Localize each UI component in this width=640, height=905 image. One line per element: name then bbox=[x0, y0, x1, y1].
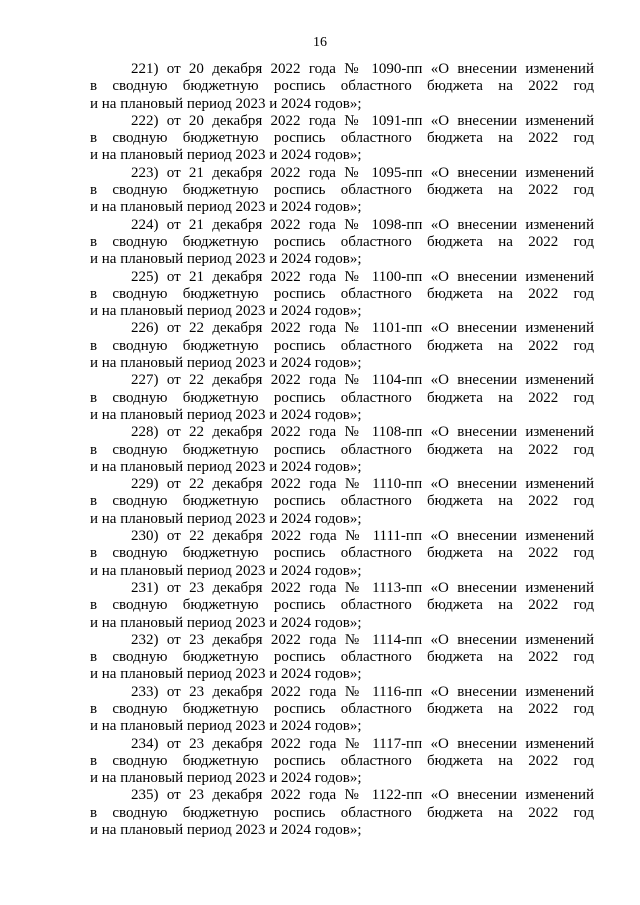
entry-line-3: и на плановый период 2023 и 2024 годов»; bbox=[90, 355, 362, 372]
entry-line-2: в сводную бюджетную роспись областного бюджета на 2022 год bbox=[90, 441, 594, 458]
entry-line-1: 221) от 20 декабря 2022 года № 1090-пп «О внесении изменений bbox=[131, 61, 594, 77]
entry-line-1: 232) от 23 декабря 2022 года № 1114-пп «О внесении изменений bbox=[131, 631, 594, 648]
entry-line-3: и на плановый период 2023 и 2024 годов»; bbox=[90, 614, 362, 631]
entry-line-3: и на плановый период 2023 и 2024 годов»; bbox=[90, 406, 362, 423]
list-item bbox=[90, 787, 594, 839]
entry-line-2: в сводную бюджетную роспись областного бюджета на 2022 год bbox=[90, 337, 594, 354]
entry-line-1: 234) от 23 декабря 2022 года № 1117-пп «О внесении изменений bbox=[131, 735, 594, 752]
list-item bbox=[90, 424, 594, 476]
entry-line-1: 222) от 20 декабря 2022 года № 1091-пп «О внесении изменений bbox=[131, 112, 594, 129]
page-number: 16 bbox=[313, 35, 327, 50]
list-item bbox=[90, 580, 594, 632]
entry-line-3: и на плановый период 2023 и 2024 годов»; bbox=[90, 822, 362, 839]
list-item bbox=[90, 476, 594, 528]
entry-line-2: в сводную бюджетную роспись областного бюджета на 2022 год bbox=[90, 700, 594, 717]
document-body bbox=[90, 61, 594, 839]
list-item bbox=[90, 217, 594, 269]
list-item bbox=[90, 736, 594, 788]
list-item bbox=[90, 320, 594, 372]
entry-line-2: в сводную бюджетную роспись областного бюджета на 2022 год bbox=[90, 389, 594, 406]
entry-line-2: в сводную бюджетную роспись областного бюджета на 2022 год bbox=[90, 130, 594, 147]
list-item bbox=[90, 113, 594, 165]
entry-line-2: в сводную бюджетную роспись областного бюджета на 2022 год bbox=[90, 285, 594, 302]
entry-line-1: 225) от 21 декабря 2022 года № 1100-пп «О внесении изменений bbox=[131, 268, 594, 285]
entry-line-1: 224) от 21 декабря 2022 года № 1098-пп «О внесении изменений bbox=[131, 216, 594, 233]
entry-line-2: в сводную бюджетную роспись областного бюджета на 2022 год bbox=[90, 752, 594, 769]
entry-line-3: и на плановый период 2023 и 2024 годов»; bbox=[90, 147, 362, 164]
entry-line-1: 235) от 23 декабря 2022 года № 1122-пп «О внесении изменений bbox=[131, 787, 594, 804]
entry-line-3: и на плановый период 2023 и 2024 годов»; bbox=[90, 718, 362, 735]
list-item bbox=[90, 684, 594, 736]
entry-line-1: 227) от 22 декабря 2022 года № 1104-пп «О внесении изменений bbox=[131, 372, 594, 389]
entry-line-3: и на плановый период 2023 и 2024 годов»; bbox=[90, 562, 362, 579]
entry-line-2: в сводную бюджетную роспись областного бюджета на 2022 год bbox=[90, 597, 594, 614]
list-item bbox=[90, 269, 594, 321]
entry-line-2: в сводную бюджетную роспись областного бюджета на 2022 год bbox=[90, 233, 594, 250]
list-item bbox=[90, 165, 594, 217]
entry-line-1: 229) от 22 декабря 2022 года № 1110-пп «О внесении изменений bbox=[131, 476, 594, 493]
list-item bbox=[90, 61, 594, 113]
entry-line-1: 226) от 22 декабря 2022 года № 1101-пп «О внесении изменений bbox=[131, 320, 594, 337]
entry-line-3: и на плановый период 2023 и 2024 годов»; bbox=[90, 251, 362, 268]
list-item bbox=[90, 372, 594, 424]
entry-line-3: и на плановый период 2023 и 2024 годов»; bbox=[90, 458, 362, 475]
entry-line-2: в сводную бюджетную роспись областного бюджета на 2022 год bbox=[90, 493, 594, 510]
entry-line-2: в сводную бюджетную роспись областного бюджета на 2022 год bbox=[90, 545, 594, 562]
entry-line-3: и на плановый период 2023 и 2024 годов»; bbox=[90, 199, 362, 216]
entry-line-1: 228) от 22 декабря 2022 года № 1108-пп «О внесении изменений bbox=[131, 424, 594, 441]
list-item bbox=[90, 632, 594, 684]
entry-line-2: в сводную бюджетную роспись областного бюджета на 2022 год bbox=[90, 649, 594, 666]
entry-line-1: 223) от 21 декабря 2022 года № 1095-пп «О внесении изменений bbox=[131, 164, 594, 181]
entry-line-2: в сводную бюджетную роспись областного бюджета на 2022 год bbox=[90, 804, 594, 821]
entry-line-1: 231) от 23 декабря 2022 года № 1113-пп «О внесении изменений bbox=[131, 579, 594, 596]
entry-line-3: и на плановый период 2023 и 2024 годов»; bbox=[90, 95, 362, 112]
entry-line-2: в сводную бюджетную роспись областного бюджета на 2022 год bbox=[90, 182, 594, 199]
entry-line-3: и на плановый период 2023 и 2024 годов»; bbox=[90, 510, 362, 527]
list-item bbox=[90, 528, 594, 580]
entry-line-3: и на плановый период 2023 и 2024 годов»; bbox=[90, 303, 362, 320]
entry-line-2: в сводную бюджетную роспись областного бюджета на 2022 год bbox=[90, 78, 594, 95]
entry-line-3: и на плановый период 2023 и 2024 годов»; bbox=[90, 770, 362, 787]
entry-line-1: 230) от 22 декабря 2022 года № 1111-пп «О внесении изменений bbox=[131, 528, 594, 545]
entry-line-1: 233) от 23 декабря 2022 года № 1116-пп «О внесении изменений bbox=[131, 683, 594, 700]
entry-line-3: и на плановый период 2023 и 2024 годов»; bbox=[90, 666, 362, 683]
